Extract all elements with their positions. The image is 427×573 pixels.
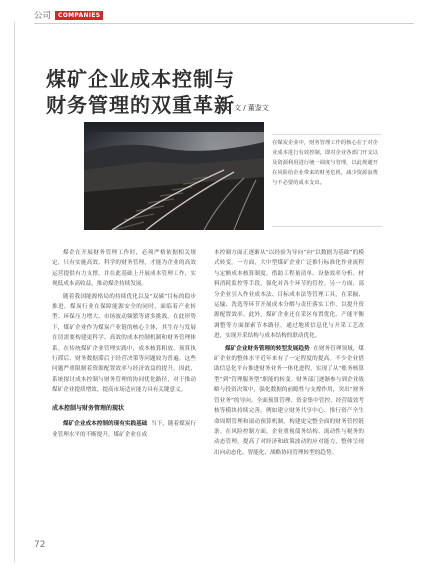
- author-name: 文 / 董鉴文: [234, 104, 269, 112]
- body-column-left: [52, 248, 196, 442]
- section-label: 公司: [34, 11, 52, 21]
- page-margin-rule: [14, 22, 15, 562]
- paragraph-lead: 煤矿企业成本控制的现有实践基础: [63, 421, 148, 428]
- paragraph: [214, 344, 364, 458]
- abstract-bottom-rule: [272, 226, 382, 227]
- title-line-2: 财务管理的双重革新: [46, 93, 235, 117]
- abstract-top-rule: [272, 134, 382, 135]
- article-photo: [84, 122, 264, 230]
- byline: [226, 103, 269, 113]
- railway-track-illustration: [84, 122, 264, 230]
- title-line-1: 煤矿企业成本控制与: [46, 67, 235, 91]
- body-column-right: [214, 248, 364, 460]
- paragraph-text: 当下，随着煤炭行业管理水平的不断提升，煤矿企业在成: [52, 421, 196, 438]
- section-badge: COMPANIES: [55, 11, 103, 20]
- paragraph: 随着我国能源格局的持续优化以及“双碳”目标的稳步推进，煤炭行业在保障能源安全的同时，面临着产业转型、环保压力增大、市场波动频繁等诸多挑战。在此形势下，煤矿企业作为煤炭产业链的核心主体，其生存与发展在切需要构建更科学、高效的成本控制机制和财务管理体系。在传统煤矿企业管理实践中，成本核算粗放、预算执行滞后、财务数据滞后于经营决策等问题较为普遍。这些问题严重限制着资源配置效率与经济效益的提升。因此，系统探讨成本控制与财务管理的协同优化路径，对于推动煤矿企业提质增效、提高市场适应能力具有关键意义。: [52, 293, 196, 394]
- section-header: [34, 8, 103, 22]
- paragraph-lead: 煤矿企业财务管理的转型发展趋势: [225, 345, 310, 352]
- section-subheading: 成本控制与财务管理的现状: [52, 404, 125, 412]
- article-title: [46, 66, 235, 118]
- paragraph: 本控制方面正逐渐从“以经验为导向”向“以数据为基础”的模式转变。一方面，大中型煤矿企业广泛推行标准化作业流程与定额成本核算制度，借助工程量清单、设备效率分析、材料消耗监控等手段，强化对各个环节的管控。另一方面，部分企业引入作业成本法、目标成本法等管理工具，在采掘、运输、洗选等环节开展成本分解与责任落实工作，以提升资源配置效率。此外，煤矿企业还在采区布置优化、产能平衡调整等方面探索节本路径，通过地质信息化与开采工艺改进，实现开采结构与成本结构的联动优化。: [214, 250, 364, 340]
- article-abstract: 在煤炭企业中，财务管理工作的核心在于对企业成本进行有效控制。即对企业各部门开支以及资源利用进行统一调度与管理，以此规避开在风险给企业带来的财务危机，减少资源浪费与不必要的成本支出。: [272, 140, 378, 186]
- paragraph-text: 在财务管理领域，煤矿企业的整体水平近年来有了一定程度的提高。不少企业借助信息化平台推进财务业务一体化进程，实现了从“账务核算型”到“管理服务型”职能的转变。财务部门逐渐参与到企业战略与投资决策中，强化数据的前瞻性与支撑作用，突出“财务管业务”的导向。全面预算管理、资金集中管控、经营绩效考核等模块持续完善。例如建立财务共享中心、推行资产全生命周期管理和滚动预算机制，构建更完整全面的财务管控链条。在风险控制方面，企业重视债务结构、流动性与税务的动态管理，提高了对经济和政策波动的应对能力，整体呈现出向动态化、智能化、战略协同管理转型的趋势。: [214, 345, 364, 456]
- header-divider: [34, 23, 414, 24]
- page-number: 72: [34, 540, 46, 550]
- byline-dot-icon: [226, 106, 231, 111]
- paragraph: [52, 419, 196, 440]
- paragraph: 煤企在开展财务管理工作时，必须严格依据相关规定，只有实施高效、科学的财务管理，才能为企业的高效运营提供有力支撑，并在此基础上开展成本管理工作，实现低成本高收益，推动煤企持续发展。: [52, 250, 196, 288]
